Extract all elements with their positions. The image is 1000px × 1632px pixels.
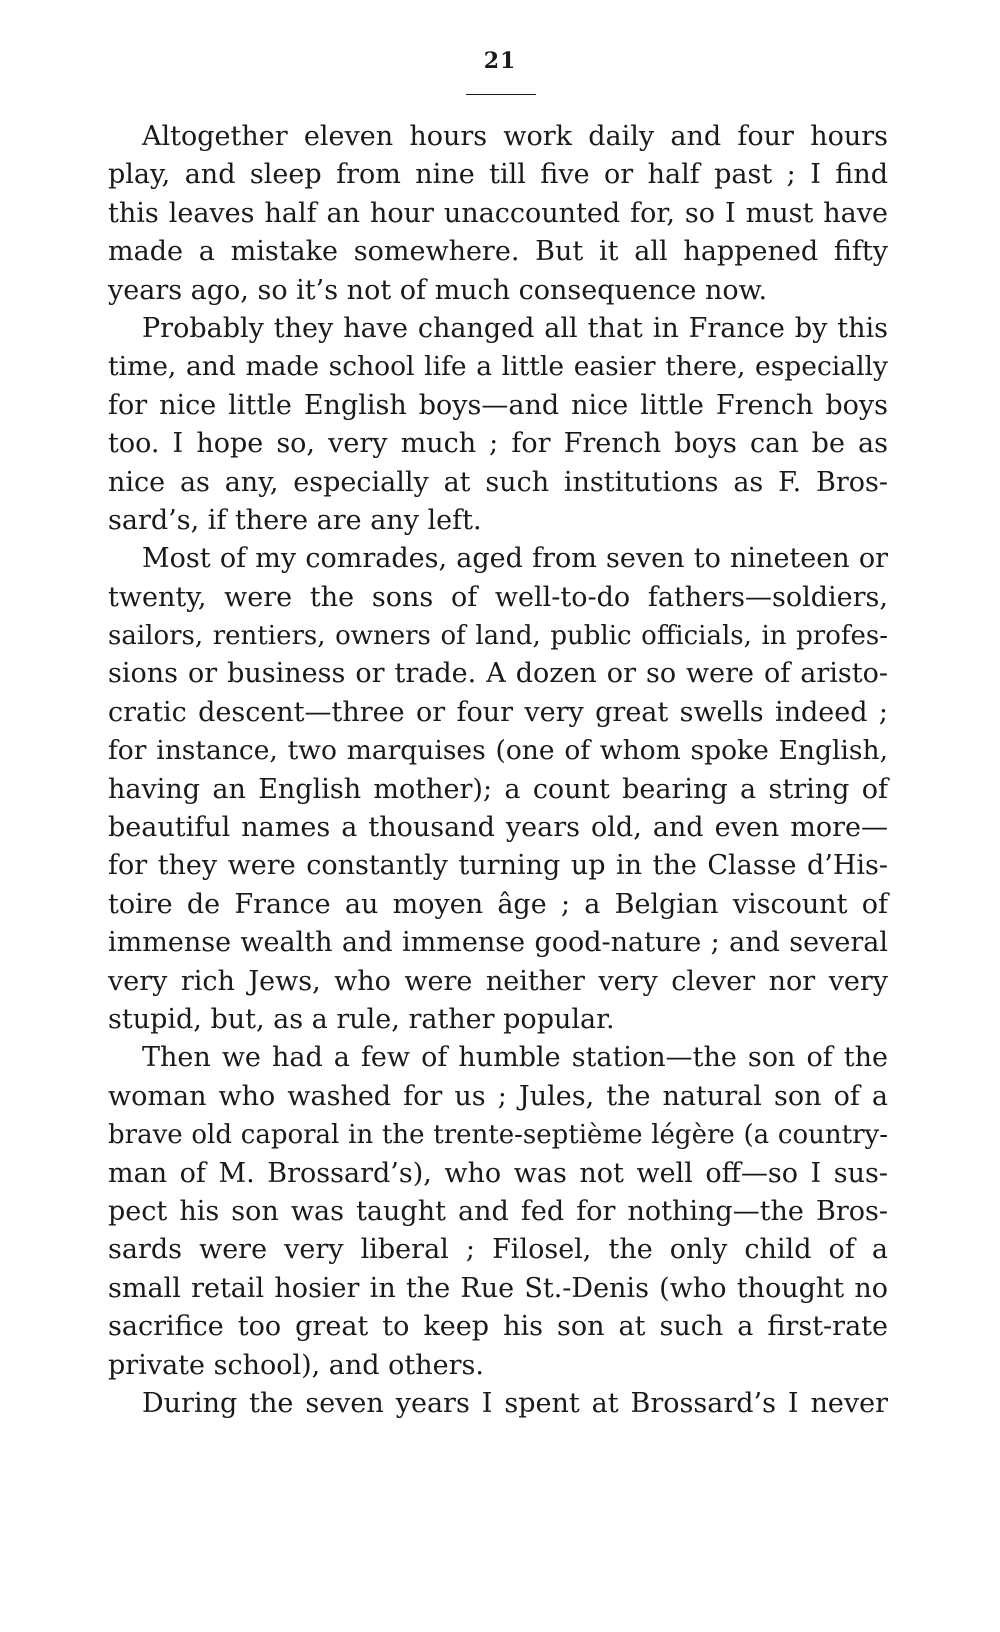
text-line: very rich Jews, who were neither very clever nor very — [108, 965, 888, 997]
text-line: Probably they have changed all that in France by this — [142, 312, 888, 344]
text-line: cratic descent—three or four very great swells indeed ; — [108, 696, 888, 728]
text-line: sard’s, if there are any left. — [108, 504, 482, 536]
text-line: brave old caporal in the trente-septième légère (a country- — [108, 1120, 888, 1151]
text-line: nice as any, especially at such institutions as F. Bros- — [108, 466, 888, 498]
text-line: sions or business or trade. A dozen or so were of aristo- — [108, 658, 888, 690]
text-line: sacrifice too great to keep his son at such a first-rate — [108, 1311, 888, 1343]
text-line: this leaves half an hour unaccounted for, so I must have — [108, 197, 888, 229]
text-line: time, and made school life a little easier there, especially — [108, 351, 888, 383]
text-line: woman who washed for us ; Jules, the natural son of a — [108, 1080, 888, 1112]
text-line: play, and sleep from nine till five or half past ; I find — [108, 159, 888, 191]
page-number: 21 — [483, 48, 517, 74]
text-line: sailors, rentiers, owners of land, public officials, in profes- — [108, 621, 888, 652]
text-line: sards were very liberal ; Filosel, the only child of a — [108, 1234, 888, 1266]
text-line: too. I hope so, very much ; for French boys can be as — [108, 428, 888, 460]
text-line: stupid, but, as a rule, rather popular. — [108, 1003, 615, 1035]
body-text — [108, 118, 888, 1423]
header-rule — [466, 94, 536, 95]
text-line: Most of my comrades, aged from seven to nineteen or — [142, 543, 888, 575]
text-line: immense wealth and immense good-nature ; and several — [108, 927, 888, 959]
text-line: Then we had a few of humble station—the son of the — [142, 1042, 888, 1074]
text-line: beautiful names a thousand years old, and even more— — [108, 812, 888, 844]
text-line: for instance, two marquises (one of whom spoke English, — [108, 735, 888, 767]
text-line: made a mistake somewhere. But it all happened fifty — [108, 236, 888, 268]
text-line: for they were constantly turning up in the Classe d’His- — [108, 850, 888, 882]
text-line: small retail hosier in the Rue St.-Denis (who thought no — [108, 1272, 888, 1304]
text-line: having an English mother); a count bearing a string of — [108, 773, 888, 805]
text-line: man of M. Brossard’s), who was not well off—so I sus- — [108, 1157, 888, 1189]
text-line: Altogether eleven hours work daily and four hours — [142, 121, 888, 152]
text-line: During the seven years I spent at Brossard’s I never — [142, 1387, 888, 1419]
text-line: twenty, were the sons of well-to-do fathers—soldiers, — [108, 581, 888, 613]
text-line: years ago, so it’s not of much consequence now. — [108, 274, 768, 306]
text-line: private school), and others. — [108, 1349, 484, 1381]
text-line: toire de France au moyen âge ; a Belgian viscount of — [108, 888, 888, 920]
text-line: pect his son was taught and fed for nothing—the Bros- — [108, 1195, 888, 1227]
text-line: for nice little English boys—and nice little French boys — [108, 389, 888, 421]
